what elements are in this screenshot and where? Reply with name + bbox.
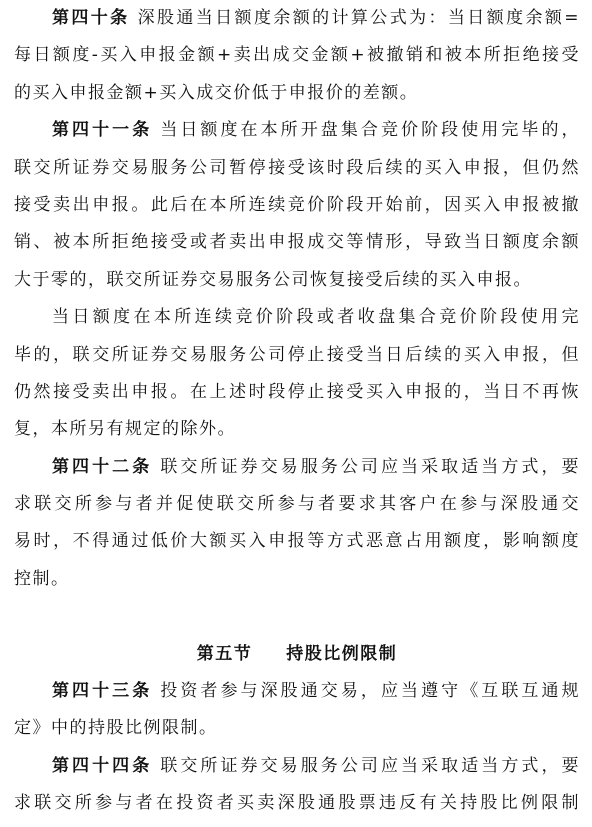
- line-text: 联交所证券交易服务公司应当采取适当方式，要: [160, 755, 580, 776]
- article-paragraph: [14, 449, 580, 599]
- text-line: 复，本所另有规定的除外。: [14, 419, 236, 440]
- line-text: 深股通当日额度余额的计算公式为：当日额度余额=: [137, 8, 580, 28]
- line-text: 投资者参与深股通交易，应当遵守《互联互通规: [160, 681, 580, 702]
- text-line: 当日额度在本所连续竞价阶段或者收盘集合竞价阶段使用完: [52, 307, 580, 328]
- text-line: 毕的，联交所证券交易服务公司停止接受当日后续的买入申报，但: [14, 344, 580, 365]
- text-line: 仍然接受卖出申报。在上述时段停止接受买入申报的，当日不再恢: [14, 381, 580, 402]
- section-number: 第五节: [196, 643, 253, 664]
- text-line: 联交所证券交易服务公司暂停接受该时段后续的买入申报，但仍然: [14, 157, 580, 178]
- text-line: 大于零的，联交所证券交易服务公司恢复接受后续的买入申报。: [14, 269, 532, 290]
- line-text: 联交所证券交易服务公司应当采取适当方式，要: [160, 456, 580, 477]
- article-number: 第四十二条: [52, 456, 153, 477]
- article-paragraph: [14, 673, 580, 748]
- article-paragraph: [14, 112, 580, 299]
- blank-line: [14, 598, 580, 635]
- text-line: [14, 748, 580, 785]
- text-line: 求联交所参与者并促使联交所参与者要求其客户在参与深股通交: [14, 494, 580, 515]
- text-line: 每日额度-买入申报金额+卖出成交金额+被撤销和被本所拒绝接受: [14, 45, 580, 66]
- text-line: [14, 112, 580, 149]
- text-line: [14, 0, 580, 37]
- section-heading: [14, 636, 580, 673]
- text-line: 接受卖出申报。此后在本所连续竞价阶段开始前，因买入申报被撤: [14, 194, 580, 215]
- text-line: [14, 673, 580, 710]
- text-line: 控制。: [14, 568, 70, 589]
- text-line: 求联交所参与者在投资者买卖深股通股票违反有关持股比例限制: [14, 793, 580, 814]
- document-page: [14, 0, 580, 823]
- article-number: 第四十条: [52, 8, 130, 28]
- text-line: [14, 449, 580, 486]
- article-number: 第四十三条: [52, 681, 153, 702]
- body-paragraph: [14, 299, 580, 449]
- text-line: 的买入申报金额+买入成交价低于申报价的差额。: [14, 82, 419, 103]
- article-paragraph: [14, 0, 580, 112]
- text-line: 定》中的持股比例限制。: [14, 718, 218, 739]
- text-line: 销、被本所拒绝接受或者卖出申报成交等情形，导致当日额度余额: [14, 232, 580, 253]
- line-text: 当日额度在本所开盘集合竞价阶段使用完毕的，: [160, 120, 580, 141]
- article-paragraph: [14, 748, 580, 823]
- text-line: 易时，不得通过低价大额买入申报等方式恶意占用额度，影响额度: [14, 531, 580, 552]
- article-number: 第四十四条: [52, 755, 153, 776]
- section-title: 持股比例限制: [286, 643, 398, 664]
- article-number: 第四十一条: [52, 120, 153, 141]
